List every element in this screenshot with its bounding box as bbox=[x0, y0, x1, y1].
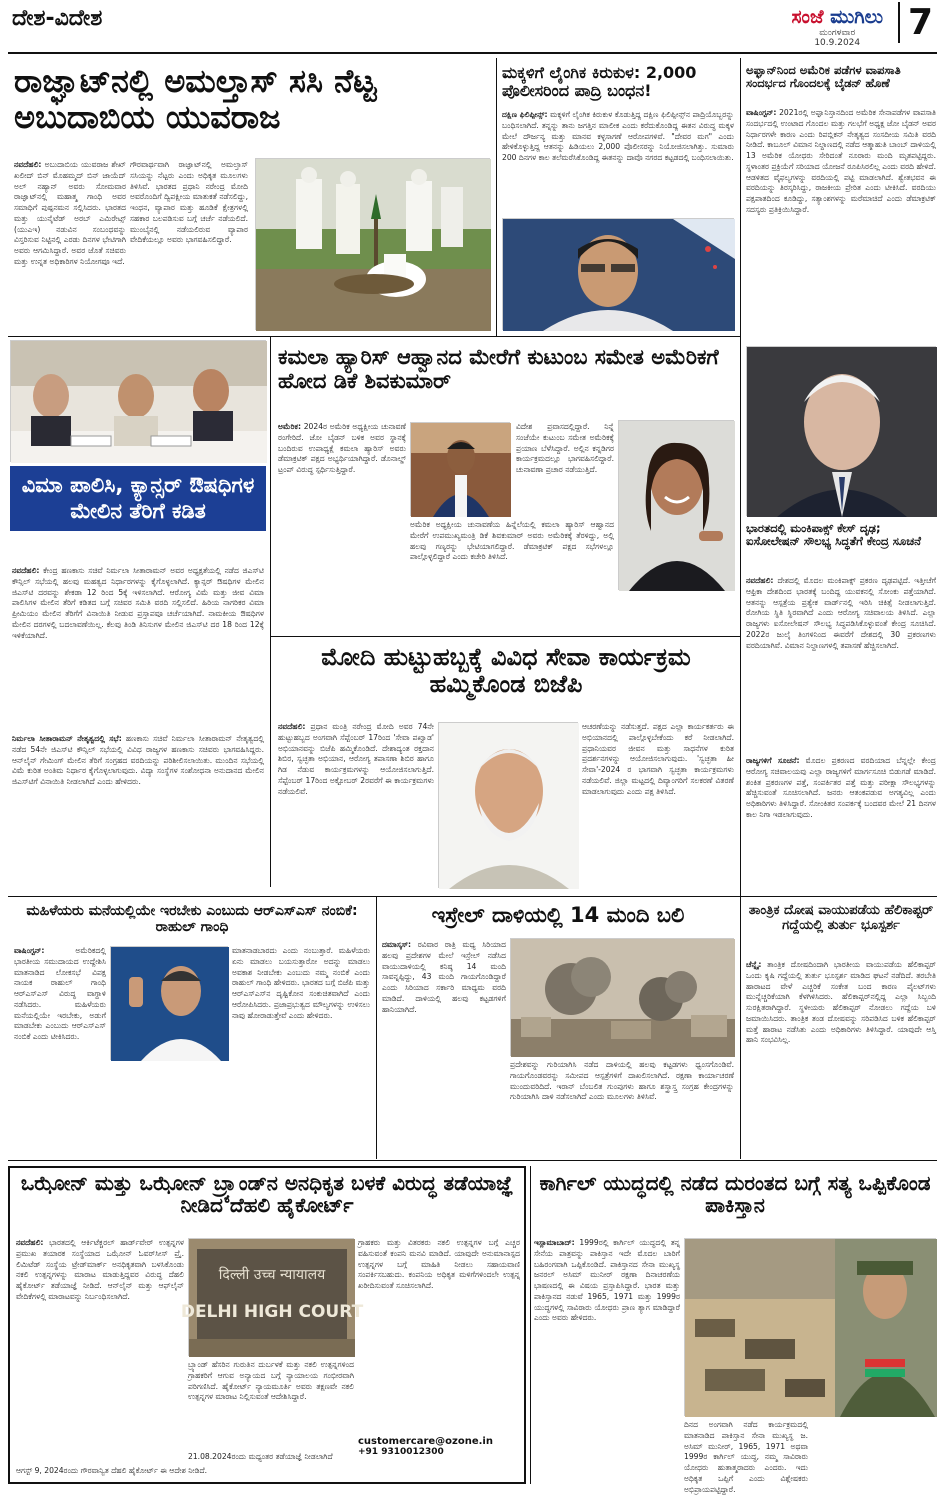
photo-gst-council-meeting bbox=[10, 340, 266, 462]
contact-email[interactable]: customercare@ozone.in bbox=[358, 1436, 493, 1447]
story-abu-dhabi-col2: ಗೌರವಾರ್ಥವಾಗಿ ರಾಜ್ಘಾಟ್‌ನಲ್ಲಿ ಅಮಲ್ತಾಸ್ ಸಸಿಯನ್ನು ನೆಟ್ಟರು ಎಂದು ಅಧಿಕೃತ ಮೂಲಗಳು ತಿಳಿಸಿವೆ. ಭಾರತದ ಪ್ರಧಾನಿ ನರೇಂದ್ರ ಮೋದಿ ಅವರೊಂದಿಗೆ ದ್ವಿಪಕ್ಷೀಯ ಮಾತುಕತೆ ನಡೆಸಲಿದ್ದು, ಇಂಧನ, ವ್ಯಾಪಾರ ಮತ್ತು ಹೂಡಿಕೆ ಕ್ಷೇತ್ರಗಳಲ್ಲಿ ಸಹಕಾರ ಬಲಪಡಿಸುವ ಬಗ್ಗೆ ಚರ್ಚೆ ನಡೆಯಲಿದೆ. ಮುಂಬೈನಲ್ಲಿ ನಡೆಯಲಿರುವ ವ್ಯಾಪಾರ ವೇದಿಕೆಯಲ್ಲೂ ಅವರು ಭಾಗವಹಿಸಲಿದ್ದಾರೆ. bbox=[130, 160, 248, 245]
story-dks-bottom: ಅಮೆರಿಕ ಅಧ್ಯಕ್ಷೀಯ ಚುನಾವಣೆಯ ಹಿನ್ನೆಲೆಯಲ್ಲಿ ಕಮಲಾ ಹ್ಯಾರಿಸ್ ಆಹ್ವಾನದ ಮೇರೆಗೆ ಉಪಮುಖ್ಯಮಂತ್ರಿ ಡಿಕೆ ಶಿವಕುಮಾರ್ ಅವರು ಅಮೆರಿಕಕ್ಕೆ ತೆರಳಿದ್ದು, ಅಲ್ಲಿ ಹಲವು ಗಣ್ಯರನ್ನು ಭೇಟಿಯಾಗಲಿದ್ದಾರೆ. ಡೆಮಾಕ್ರಟಿಕ್ ಪಕ್ಷದ ಸಭೆಗಳಲ್ಲೂ ಪಾಲ್ಗೊಳ್ಳಲಿದ್ದಾರೆ ಎಂದು ಕಚೇರಿ ತಿಳಿಸಿದೆ. bbox=[410, 520, 614, 562]
dateline: ವಾಷಿಂಗ್ಟನ್: bbox=[14, 946, 45, 955]
story-rahul-col1 bbox=[14, 946, 106, 1152]
subhead: ನಿರ್ಮಲಾ ಸೀತಾರಾಮನ್ ನೇತೃತ್ವದಲ್ಲಿ ಸಭೆ: bbox=[12, 734, 122, 743]
body-text: ಮಕ್ಕಳಿಗೆ ಲೈಂಗಿಕ ಕಿರುಕುಳ ಕೊಡುತ್ತಿದ್ದ ದಕ್ಷಿಣ ಫಿಲಿಪ್ಪೀನ್ಸ್‌ನ ಪಾದ್ರಿಯೊಬ್ಬರನ್ನು ಬಂಧಿಸಲಾಗಿದೆ. ತನ್ನನ್ನು ತಾನು ಜಗತ್ತಿನ ಮಾಲೀಕ ಎಂದು ಕರೆದುಕೊಂಡಿದ್ದ ಈತನ ವಿರುದ್ಧ ಮಕ್ಕಳ ಮೇಲೆ ದೌರ್ಜನ್ಯ ಮತ್ತು ಮಾನವ ಕಳ್ಳಸಾಗಣೆ ಆರೋಪಗಳಿವೆ. "ದೇವರ ಮಗ" ಎಂದು ಹೇಳಿಕೊಳ್ಳುತ್ತಿದ್ದ ಆತನನ್ನು ಹಿಡಿಯಲು 2,000 ಪೊಲೀಸರನ್ನು ನಿಯೋಜಿಸಲಾಗಿತ್ತು. ಸುಮಾರು 200 ದಿನಗಳ ಕಾಲ ತಲೆಮರೆಸಿಕೊಂಡಿದ್ದ ಈತನನ್ನು ದಾವೊ ನಗರದ ಕಟ್ಟಡದಲ್ಲಿ ಬಂಧಿಸಲಾಯಿತು. bbox=[502, 110, 734, 163]
dateline: ಅಮೆರಿಕ: bbox=[278, 422, 301, 431]
ozone-date-note: 21.08.2024ರಂದು ಮಧ್ಯಂತರ ತಡೆಯಾಜ್ಞೆ ನೀಡಲಾಗಿದೆ bbox=[188, 1452, 333, 1461]
story-modi-col2: ಆಚರಣೆಯನ್ನು ನಡೆಸುತ್ತದೆ. ಪಕ್ಷದ ಎಲ್ಲಾ ಕಾರ್ಯಕರ್ತರು ಈ ಅಭಿಯಾನದಲ್ಲಿ ಪಾಲ್ಗೊಳ್ಳಬೇಕೆಂದು ಕರೆ ನೀಡಲಾಗಿದೆ. ಪ್ರಧಾನಿಯವರ ಜೀವನ ಮತ್ತು ಸಾಧನೆಗಳ ಕುರಿತ ಪ್ರದರ್ಶನಗಳನ್ನು ಆಯೋಜಿಸಲಾಗುವುದು. 'ಸ್ವಚ್ಛತಾ ಹೀ ಸೇವಾ'-2024 ರ ಭಾಗವಾಗಿ ಸ್ವಚ್ಛತಾ ಕಾರ್ಯಕ್ರಮಗಳು ನಡೆಯಲಿವೆ. ಜಿಲ್ಲಾ ಮಟ್ಟದಲ್ಲಿ ದಿವ್ಯಾಂಗರಿಗೆ ಸಲಕರಣೆ ವಿತರಣೆ ಮಾಡಲಾಗುವುದು ಎಂದು ಪಕ್ಷ ತಿಳಿಸಿದೆ. bbox=[582, 722, 734, 796]
column-rule bbox=[740, 897, 741, 1159]
section-rule bbox=[8, 896, 937, 897]
dateline: ನವದೆಹಲಿ: bbox=[12, 566, 40, 575]
photo-abu-dhabi-prince-planting bbox=[255, 158, 490, 330]
newspaper-logo bbox=[791, 6, 883, 28]
dateline: ನವದೆಹಲಿ: bbox=[746, 576, 774, 585]
headline-ozone: ಒಝೋನ್ ಮತ್ತು ಒಝೋನ್ ಬ್ರ್ಯಾಂಡ್‌ನ ಅನಧಿಕೃತ ಬಳಕೆ ವಿರುದ್ಧ ತಡೆಯಾಜ್ಞೆ ನೀಡಿದ ದೆಹಲಿ ಹೈಕೋರ್ಟ್ bbox=[20, 1171, 514, 1218]
body-text: ಅಬುದಾಬಿಯ ಯುವರಾಜ ಶೇಖ್ ಖಲೀದ್ ಬಿನ್ ಮೊಹಮ್ಮದ್ ಬಿನ್ ಜಾಯೆದ್ ಅಲ್ ನಹ್ಯಾನ್ ಅವರು ಸೋಮವಾರ ರಾಜ್ಘಾಟ್‌ನಲ್ಲಿ ಮಹಾತ್ಮ ಗಾಂಧಿ ಅವರ ಸಮಾಧಿಗೆ ಪುಷ್ಪನಮನ ಸಲ್ಲಿಸಿದರು. ಭಾರತದ ಮತ್ತು ಯುನೈಟೆಡ್ ಅರಬ್ ಎಮಿರೇಟ್ಸ್ (ಯುಎಇ) ನಡುವಿನ ಸಂಬಂಧವನ್ನು ವಿಸ್ತರಿಸುವ ನಿಟ್ಟಿನಲ್ಲಿ ಎರಡು ದಿನಗಳ ಭೇಟಿಗಾಗಿ ಅವರು ಆಗಮಿಸಿದ್ದಾರೆ. ಅವರ ಜೊತೆ ಸಚಿವರು ಮತ್ತು ಉನ್ನತ ಅಧಿಕಾರಿಗಳ ನಿಯೋಗವೂ ಇದೆ. bbox=[14, 160, 127, 267]
photo-narendra-modi bbox=[438, 722, 578, 888]
photo-pastor bbox=[502, 218, 734, 330]
story-helicopter bbox=[746, 960, 936, 1154]
story-dks-col1 bbox=[278, 422, 406, 590]
body-text: ಕೇಂದ್ರ ಹಣಕಾಸು ಸಚಿವೆ ನಿರ್ಮಲಾ ಸೀತಾರಾಮನ್ ಅವರ ಅಧ್ಯಕ್ಷತೆಯಲ್ಲಿ ನಡೆದ ಜಿಎಸ್‌ಟಿ ಕೌನ್ಸಿಲ್ ಸಭೆಯಲ್ಲಿ ಹಲವು ಮಹತ್ವದ ನಿರ್ಧಾರಗಳನ್ನು ಕೈಗೊಳ್ಳಲಾಗಿದೆ. ಕ್ಯಾನ್ಸರ್ ಔಷಧಿಗಳ ಮೇಲಿನ ಜಿಎಸ್‌ಟಿ ದರವನ್ನು ಶೇಕಡಾ 12 ರಿಂದ 5ಕ್ಕೆ ಇಳಿಸಲಾಗಿದೆ. ಆರೋಗ್ಯ ವಿಮೆ ಮತ್ತು ಜೀವ ವಿಮಾ ಪಾಲಿಸಿಗಳ ಮೇಲಿನ ತೆರಿಗೆ ಕಡಿತದ ಬಗ್ಗೆ ಸಚಿವರ ಸಮಿತಿ ವರದಿ ಸಲ್ಲಿಸಲಿದೆ. ಹಿರಿಯ ನಾಗರಿಕರ ವಿಮಾ ಪ್ರೀಮಿಯಂ ಮೇಲಿನ ತೆರಿಗೆಗೆ ವಿನಾಯಿತಿ ನೀಡುವ ಪ್ರಸ್ತಾಪವೂ ಚರ್ಚೆಯಾಗಿದೆ. ನಾಮಕೀಯ ಔಷಧಿಗಳ ಮೇಲಿನ ದರಗಳಲ್ಲಿ ಬದಲಾವಣೆಯಿಲ್ಲ. ಕೆಲವು ತಿಂಡಿ ತಿನಿಸುಗಳ ಮೇಲಿನ ಜಿಎಸ್‌ಟಿ ದರ 18 ರಿಂದ 12ಕ್ಕೆ ಇಳಿಕೆಯಾಗಿದೆ. bbox=[12, 566, 264, 640]
body-text: 2024ರ ಅಮೆರಿಕ ಅಧ್ಯಕ್ಷೀಯ ಚುನಾವಣೆ ರಂಗೇರಿದೆ. ಜೋ ಬೈಡನ್ ಬಳಿಕ ಅವರ ಸ್ಥಾನಕ್ಕೆ ಬಂದಿರುವ ಉಪಾಧ್ಯಕ್ಷೆ ಕಮಲಾ ಹ್ಯಾರಿಸ್ ಅವರು ಡೆಮಾಕ್ರಟಿಕ್ ಪಕ್ಷದ ಅಭ್ಯರ್ಥಿಯಾಗಿದ್ದಾರೆ. ಡೊನಾಲ್ಡ್ ಟ್ರಂಪ್ ವಿರುದ್ಧ ಸ್ಪರ್ಧಿಸುತ್ತಿದ್ದಾರೆ. bbox=[278, 422, 406, 475]
headline-rahul: ಮಹಿಳೆಯರು ಮನೆಯಲ್ಲಿಯೇ ಇರಬೇಕು ಎಂಬುದು ಆರ್‌ಎಸ್‌ಎಸ್ ನಂಬಿಕೆ: ರಾಹುಲ್ ಗಾಂಧಿ bbox=[26, 903, 358, 935]
story-kargil-col1 bbox=[534, 1238, 680, 1426]
photo-airstrike-smoke bbox=[510, 938, 734, 1056]
dateline: ನವದೆಹಲಿ: bbox=[14, 160, 42, 169]
headline-kargil: ಕಾರ್ಗಿಲ್ ಯುದ್ಧದಲ್ಲಿ ನಡೆದ ದುರಂತದ ಬಗ್ಗೆ ಸತ್ಯ ಒಪ್ಪಿಕೊಂಡ ಪಾಕಿಸ್ತಾನ bbox=[539, 1171, 931, 1218]
body-text: 1999ರಲ್ಲಿ ಕಾರ್ಗಿಲ್ ಯುದ್ಧದಲ್ಲಿ ತನ್ನ ಸೇನೆಯ ಪಾತ್ರವನ್ನು ಪಾಕಿಸ್ತಾನ ಇದೇ ಮೊದಲ ಬಾರಿಗೆ ಬಹಿರಂಗವಾಗಿ ಒಪ್ಪಿಕೊಂಡಿದೆ. ಪಾಕಿಸ್ತಾನದ ಸೇನಾ ಮುಖ್ಯಸ್ಥ ಜನರಲ್ ಅಸಿಮ್ ಮುನೀರ್ ರಕ್ಷಣಾ ದಿನಾಚರಣೆಯ ಭಾಷಣದಲ್ಲಿ ಈ ವಿಷಯ ಪ್ರಸ್ತಾಪಿಸಿದ್ದಾರೆ. ಭಾರತ ಮತ್ತು ಪಾಕಿಸ್ತಾನದ ನಡುವೆ 1965, 1971 ಮತ್ತು 1999ರ ಯುದ್ಧಗಳಲ್ಲಿ ಸಾವಿರಾರು ಯೋಧರು ಪ್ರಾಣ ತ್ಯಾಗ ಮಾಡಿದ್ದಾರೆ ಎಂದು ಅವರು ಹೇಳಿದರು. bbox=[534, 1238, 680, 1323]
body-text: 2021ರಲ್ಲಿ ಅಫ್ಘಾನಿಸ್ತಾನದಿಂದ ಅಮೆರಿಕ ಸೇನಾಪಡೆಗಳ ವಾಪಸಾತಿ ಸಂದರ್ಭದಲ್ಲಿ ಉಂಟಾದ ಗೊಂದಲ ಮತ್ತು ಗಲಭೆಗೆ ಅಧ್ಯಕ್ಷ ಜೋ ಬೈಡನ್ ಅವರ ನಿರ್ಧಾರಗಳೇ ಕಾರಣ ಎಂದು ರಿಪಬ್ಲಿಕನ್ ನೇತೃತ್ವದ ಸಂಸದೀಯ ಸಮಿತಿ ವರದಿ ನೀಡಿದೆ. ಕಾಬೂಲ್ ವಿಮಾನ ನಿಲ್ದಾಣದಲ್ಲಿ ನಡೆದ ಆತ್ಮಾಹುತಿ ಬಾಂಬ್ ದಾಳಿಯಲ್ಲಿ 13 ಅಮೆರಿಕ ಯೋಧರು ಸೇರಿದಂತೆ ನೂರಾರು ಮಂದಿ ಮೃತಪಟ್ಟಿದ್ದರು. ಸ್ಥಳಾಂತರ ಪ್ರಕ್ರಿಯೆಗೆ ಸರಿಯಾದ ಯೋಜನೆ ರೂಪಿಸಿರಲಿಲ್ಲ ಎಂದು ವರದಿ ಹೇಳಿದೆ. ಆಡಳಿತದ ವೈಫಲ್ಯಗಳನ್ನು ವರದಿಯಲ್ಲಿ ಪಟ್ಟಿ ಮಾಡಲಾಗಿದೆ. ಶ್ವೇತಭವನ ಈ ವರದಿಯನ್ನು ತಿರಸ್ಕರಿಸಿದ್ದು, ರಾಜಕೀಯ ಪ್ರೇರಿತ ಎಂದು ಟೀಕಿಸಿದೆ. ವರದಿಯು ಪಕ್ಷಪಾತದಿಂದ ಕೂಡಿದ್ದು, ಸತ್ಯಾಂಶಗಳನ್ನು ಮರೆಮಾಚಿದೆ ಎಂದು ಡೆಮಾಕ್ರಟಿಕ್ ಸದಸ್ಯರು ಪ್ರತಿಕ್ರಿಯಿಸಿದ್ದಾರೆ. bbox=[746, 108, 936, 215]
section-title: ದೇಶ-ವಿದೇಶ bbox=[12, 6, 103, 31]
photo-rahul-gandhi bbox=[110, 946, 228, 1060]
story-ozone-col2: ಬ್ರ್ಯಾಂಡ್ ಹೆಸರಿನ ಗುರುತಿನ ದುರ್ಬಳಕೆ ಮತ್ತು ನಕಲಿ ಉತ್ಪನ್ನಗಳಿಂದ ಗ್ರಾಹಕರಿಗೆ ಆಗುವ ಅನ್ಯಾಯದ ಬಗ್ಗೆ ನ್ಯಾಯಾಲಯ ಗಂಭೀರವಾಗಿ ಪರಿಗಣಿಸಿದೆ. ಹೈಕೋರ್ಟ್ ನ್ಯಾಯಮೂರ್ತಿ ಅವರು ತಕ್ಷಣವೇ ನಕಲಿ ಉತ್ಪನ್ನಗಳ ಮಾರಾಟ ನಿಲ್ಲಿಸುವಂತೆ ಆದೇಶಿಸಿದ್ದಾರೆ. bbox=[188, 1360, 354, 1402]
column-rule bbox=[530, 1166, 531, 1484]
photo-delhi-high-court bbox=[180, 1238, 364, 1356]
body-text: ಮೊದಲ ಪ್ರಕರಣದ ವರದಿಯಾದ ಬೆನ್ನಲ್ಲೇ ಕೇಂದ್ರ ಆರೋಗ್ಯ ಸಚಿವಾಲಯವು ಎಲ್ಲಾ ರಾಜ್ಯಗಳಿಗೆ ಮಾರ್ಗಸೂಚಿ ಬಿಡುಗಡೆ ಮಾಡಿದೆ. ಶಂಕಿತ ಪ್ರಕರಣಗಳ ಪತ್ತೆ, ಸಂಪರ್ಕಿತರ ಪತ್ತೆ ಮತ್ತು ಪರೀಕ್ಷಾ ಸೌಲಭ್ಯಗಳನ್ನು ಹೆಚ್ಚಿಸುವಂತೆ ಸೂಚಿಸಲಾಗಿದೆ. ಜನರು ಆತಂಕಪಡುವ ಅಗತ್ಯವಿಲ್ಲ ಎಂದು ಅಧಿಕಾರಿಗಳು ತಿಳಿಸಿದ್ದಾರೆ. ಸೋಂಕಿತರ ಸಂಪರ್ಕಕ್ಕೆ ಬಂದವರ ಮೇಲೆ 21 ದಿನಗಳ ಕಾಲ ನಿಗಾ ಇಡಲಾಗುವುದು. bbox=[746, 756, 937, 819]
headline-israel: ಇಸ್ರೇಲ್ ದಾಳಿಯಲ್ಲಿ 14 ಮಂದಿ ಬಲಿ bbox=[431, 903, 685, 927]
story-rahul-col2: ಮಾತನಾಡಬಾರದು ಎಂದು ನಂಬುತ್ತಾರೆ. ಮಹಿಳೆಯರು ಏನು ಮಾಡಲು ಬಯಸುತ್ತಾರೋ ಅದನ್ನು ಮಾಡಲು ಅವಕಾಶ ನೀಡಬೇಕು ಎಂಬುದು ನಮ್ಮ ನಂಬಿಕೆ ಎಂದು ರಾಹುಲ್ ಗಾಂಧಿ ಹೇಳಿದರು. ಭಾರತದ ಬಗ್ಗೆ ಬಿಜೆಪಿ ಮತ್ತು ಆರ್‌ಎಸ್‌ಎಸ್‌ನ ದೃಷ್ಟಿಕೋನ ಸಂಕುಚಿತವಾಗಿದೆ ಎಂದು ಆರೋಪಿಸಿದರು. ಪ್ರಜಾಪ್ರಭುತ್ವದ ಮೌಲ್ಯಗಳನ್ನು ಉಳಿಸಲು ನಾವು ಹೋರಾಡುತ್ತೇವೆ ಎಂದು ಹೇಳಿದರು. bbox=[232, 946, 370, 1020]
subhead: ರಾಜ್ಯಗಳಿಗೆ ಸೂಚನೆ: bbox=[746, 756, 800, 765]
body-text: ಭಾರತದಲ್ಲಿ ಆರ್ಕಿಟೆಕ್ಚರಲ್ ಹಾರ್ಡ್‌ವೇರ್ ಉತ್ಪನ್ನಗಳ ಪ್ರಮುಖ ತಯಾರಕ ಸಂಸ್ಥೆಯಾದ ಒಝೋನ್ ಓವರ್‌ಸೀಸ್ ಪ್ರೈ. ಲಿಮಿಟೆಡ್ ಸಂಸ್ಥೆಯ ಟ್ರೇಡ್‌ಮಾರ್ಕ್ ಅನಧಿಕೃತವಾಗಿ ಬಳಸಿಕೊಂಡು ನಕಲಿ ಉತ್ಪನ್ನಗಳನ್ನು ಮಾರಾಟ ಮಾಡುತ್ತಿದ್ದವರ ವಿರುದ್ಧ ದೆಹಲಿ ಹೈಕೋರ್ಟ್ ತಡೆಯಾಜ್ಞೆ ನೀಡಿದೆ. ಆನ್‌ಲೈನ್ ಮತ್ತು ಆಫ್‌ಲೈನ್ ವೇದಿಕೆಗಳಲ್ಲಿ ಮಾರಾಟವನ್ನು ನಿರ್ಬಂಧಿಸಲಾಗಿದೆ. bbox=[16, 1238, 184, 1301]
dateline: ನವದೆಹಲಿ: bbox=[16, 1238, 44, 1247]
issue-day: ಮಂಗಳವಾರ bbox=[819, 28, 856, 38]
headline-dks: ಕಮಲಾ ಹ್ಯಾರಿಸ್ ಆಹ್ವಾನದ ಮೇರೆಗೆ ಕುಟುಂಬ ಸಮೇತ ಅಮೆರಿಕಗೆ ಹೋದ ಡಿಕೆ ಶಿವಕುಮಾರ್ bbox=[278, 345, 719, 393]
headline-afghan: ಅಫ್ಘಾನ್‌ನಿಂದ ಅಮೆರಿಕ ಪಡೆಗಳ ವಾಪಸಾತಿ ಸಂದರ್ಭದ ಗೊಂದಲಕ್ಕೆ ಬೈಡನ್ ಹೊಣೆ bbox=[746, 63, 901, 90]
court-sign-hindi: दिल्ली उच्च न्यायालय bbox=[218, 1267, 326, 1283]
column-rule bbox=[740, 58, 741, 638]
story-afghan bbox=[746, 108, 936, 340]
body-text: ಅಮೆರಿಕದಲ್ಲಿ ಭಾರತೀಯ ಸಮುದಾಯದ ಉದ್ದೇಶಿಸಿ ಮಾತನಾಡಿದ ಲೋಕಸಭೆ ವಿಪಕ್ಷ ನಾಯಕ ರಾಹುಲ್ ಗಾಂಧಿ ಆರ್‌ಎಸ್‌ಎಸ್ ವಿರುದ್ಧ ವಾಗ್ದಾಳಿ ನಡೆಸಿದರು. ಮಹಿಳೆಯರು ಮನೆಯಲ್ಲಿಯೇ ಇರಬೇಕು, ಅಡುಗೆ ಮಾಡಬೇಕು ಎಂಬುದು ಆರ್‌ಎಸ್‌ಎಸ್ ನಂಬಿಕೆ ಎಂದು ಟೀಕಿಸಿದರು. bbox=[14, 946, 106, 1042]
body-text: ರವಿವಾರ ರಾತ್ರಿ ಮಧ್ಯ ಸಿರಿಯಾದ ಹಲವು ಪ್ರದೇಶಗಳ ಮೇಲೆ ಇಸ್ರೇಲ್ ನಡೆಸಿದ ವಾಯುದಾಳಿಯಲ್ಲಿ ಕನಿಷ್ಠ 14 ಮಂದಿ ಸಾವನ್ನಪ್ಪಿದ್ದು, 43 ಮಂದಿ ಗಾಯಗೊಂಡಿದ್ದಾರೆ ಎಂದು ಸಿರಿಯಾದ ಸರ್ಕಾರಿ ಮಾಧ್ಯಮ ವರದಿ ಮಾಡಿದೆ. ದಾಳಿಯಲ್ಲಿ ಹಲವು ಕಟ್ಟಡಗಳಿಗೆ ಹಾನಿಯಾಗಿದೆ. bbox=[382, 940, 506, 1014]
story-mpox-2 bbox=[746, 756, 936, 894]
section-rule bbox=[8, 336, 740, 337]
logo-part-2: ಮುಗಿಲು bbox=[830, 6, 883, 28]
story-insurance-body-2 bbox=[12, 734, 264, 882]
story-israel-col2: ಪ್ರದೇಶವನ್ನು ಗುರಿಯಾಗಿಸಿ ನಡೆದ ದಾಳಿಯಲ್ಲಿ ಹಲವು ಕಟ್ಟಡಗಳು ಧ್ವಂಸಗೊಂಡಿವೆ. ಗಾಯಗೊಂಡವರನ್ನು ಸಮೀಪದ ಆಸ್ಪತ್ರೆಗಳಿಗೆ ದಾಖಲಿಸಲಾಗಿದೆ. ರಕ್ಷಣಾ ಕಾರ್ಯಾಚರಣೆ ಮುಂದುವರಿದಿದೆ. ಇರಾನ್ ಬೆಂಬಲಿತ ಗುಂಪುಗಳು ಹಾಗೂ ಶಸ್ತ್ರಾಸ್ತ್ರ ಸಂಗ್ರಹ ಕೇಂದ್ರಗಳನ್ನು ಗುರಿಯಾಗಿಸಿ ದಾಳಿ ನಡೆಸಲಾಗಿದೆ ಎಂದು ಮೂಲಗಳು ತಿಳಿಸಿವೆ. bbox=[510, 1060, 734, 1102]
dateline: ನವದೆಹಲಿ: bbox=[278, 722, 306, 731]
story-israel-col1 bbox=[382, 940, 506, 1152]
photo-biden bbox=[746, 346, 936, 516]
dateline: ದಮಾಸ್ಕಸ್: bbox=[382, 940, 412, 949]
column-rule bbox=[496, 58, 497, 336]
story-ozone-col1 bbox=[16, 1238, 184, 1474]
headline-abu-dhabi: ರಾಜ್ಘಾಟ್‌ನಲ್ಲಿ ಅಮಲ್ತಾಸ್ ಸಸಿ ನೆಟ್ಟ ಅಬುದಾಬಿಯ ಯುವರಾಜ bbox=[14, 62, 377, 136]
dateline: ದಕ್ಷಿಣ ಫಿಲಿಪ್ಪೀನ್ಸ್: bbox=[502, 110, 548, 119]
story-dks-col2: ವಿದೇಶ ಪ್ರವಾಸದಲ್ಲಿದ್ದಾರೆ. ನಿನ್ನೆ ಸಂಜೆಯೇ ಕುಟುಂಬ ಸಮೇತ ಅಮೆರಿಕಕ್ಕೆ ಪ್ರಯಾಣ ಬೆಳೆಸಿದ್ದಾರೆ. ಅಲ್ಲಿನ ಕನ್ನಡಿಗರ ಕಾರ್ಯಕ್ರಮದಲ್ಲೂ ಭಾಗವಹಿಸಲಿದ್ದಾರೆ. ಚುನಾವಣಾ ಪ್ರಚಾರ ನಡೆಯುತ್ತಿದೆ. bbox=[516, 422, 614, 475]
story-abu-dhabi-col1 bbox=[14, 160, 126, 332]
story-mpox bbox=[746, 576, 936, 754]
page-number: 7 bbox=[898, 2, 933, 43]
photo-kargil-war-and-army-chief bbox=[684, 1238, 936, 1416]
story-ozone-col3: ಗ್ರಾಹಕರು ಮತ್ತು ವಿತರಕರು ನಕಲಿ ಉತ್ಪನ್ನಗಳ ಬಗ್ಗೆ ಎಚ್ಚರ ವಹಿಸುವಂತೆ ಕಂಪನಿ ಮನವಿ ಮಾಡಿದೆ. ಯಾವುದೇ ಅನುಮಾನಾಸ್ಪದ ಉತ್ಪನ್ನಗಳ ಬಗ್ಗೆ ಮಾಹಿತಿ ನೀಡಲು ಸಹಾಯವಾಣಿ ಸಂಪರ್ಕಿಸಬಹುದು. ಕಂಪನಿಯ ಅಧಿಕೃತ ಮಳಿಗೆಗಳಿಂದಲೇ ಉತ್ಪನ್ನ ಖರೀದಿಸುವಂತೆ ಸೂಚಿಸಲಾಗಿದೆ. bbox=[358, 1238, 520, 1291]
story-insurance-body bbox=[12, 566, 264, 732]
ozone-contact bbox=[358, 1436, 520, 1457]
masthead bbox=[791, 6, 883, 48]
photo-kamala-harris bbox=[618, 420, 734, 590]
body-text: ಪ್ರಧಾನ ಮಂತ್ರಿ ನರೇಂದ್ರ ಮೋದಿ ಅವರ 74ನೇ ಹುಟ್ಟುಹಬ್ಬದ ಅಂಗವಾಗಿ ಸೆಪ್ಟೆಂಬರ್ 17ರಿಂದ 'ಸೇವಾ ಪಖ್ವಾಡ' ಅಭಿಯಾನವನ್ನು ಬಿಜೆಪಿ ಹಮ್ಮಿಕೊಂಡಿದೆ. ದೇಶಾದ್ಯಂತ ರಕ್ತದಾನ ಶಿಬಿರ, ಸ್ವಚ್ಛತಾ ಅಭಿಯಾನ, ಆರೋಗ್ಯ ತಪಾಸಣಾ ಶಿಬಿರ ಹಾಗೂ ಗಿಡ ನೆಡುವ ಕಾರ್ಯಕ್ರಮಗಳನ್ನು ಆಯೋಜಿಸಲಾಗುತ್ತಿದೆ. ಸೆಪ್ಟೆಂಬರ್ 17ರಿಂದ ಅಕ್ಟೋಬರ್ 2ರವರೆಗೆ ಈ ಕಾರ್ಯಕ್ರಮಗಳು ನಡೆಯಲಿವೆ. bbox=[278, 722, 434, 796]
logo-part-1: ಸಂಜೆ bbox=[791, 6, 824, 28]
header-rule bbox=[8, 52, 937, 54]
column-rule bbox=[376, 897, 377, 1159]
dateline: ಇಸ್ಲಾಮಾಬಾದ್: bbox=[534, 1238, 575, 1247]
story-kargil-col2: ದಿನದ ಅಂಗವಾಗಿ ನಡೆದ ಕಾರ್ಯಕ್ರಮದಲ್ಲಿ ಮಾತನಾಡಿದ ಪಾಕಿಸ್ತಾನ ಸೇನಾ ಮುಖ್ಯಸ್ಥ ಜ. ಅಸಿಮ್ ಮುನೀರ್, 1965, 1971 ಅಥವಾ 1999ರ ಕಾರ್ಗಿಲ್ ಯುದ್ಧ, ನಮ್ಮ ಸಾವಿರಾರು ಯೋಧರು ಹುತಾತ್ಮರಾದರು ಎಂದರು. ಇದು ಅಧಿಕೃತ ಒಪ್ಪಿಗೆ ಎಂದು ವಿಶ್ಲೇಷಕರು ಅಭಿಪ್ರಾಯಪಟ್ಟಿದ್ದಾರೆ. bbox=[684, 1420, 808, 1494]
photo-dk-shivakumar bbox=[410, 422, 510, 516]
headline-mpox: ಭಾರತದಲ್ಲಿ ಮಂಕಿಪಾಕ್ಸ್ ಕೇಸ್ ದೃಢ; ಐಸೋಲೇಷನ್ ಸೌಲಭ್ಯ ಸಿದ್ಧತೆಗೆ ಕೇಂದ್ರ ಸೂಚನೆ bbox=[746, 521, 921, 548]
section-rule bbox=[271, 636, 740, 637]
story-modi-col1 bbox=[278, 722, 434, 888]
column-rule bbox=[740, 638, 741, 900]
banner-insurance: ವಿಮಾ ಪಾಲಿಸಿ, ಕ್ಯಾನ್ಸರ್ ಔಷಧಿಗಳ ಮೇಲಿನ ತೆರಿಗೆ ಕಡಿತ bbox=[10, 466, 266, 531]
issue-date: 10.9.2024 bbox=[814, 38, 861, 48]
court-sign: DELHI HIGH COURT bbox=[180, 1302, 364, 1322]
story-philippines bbox=[502, 110, 734, 214]
dateline: ವಾಷಿಂಗ್ಟನ್: bbox=[746, 108, 777, 117]
body-text: ಹಣಕಾಸು ಸಚಿವೆ ನಿರ್ಮಲಾ ಸೀತಾರಾಮನ್ ನೇತೃತ್ವದಲ್ಲಿ ನಡೆದ 54ನೇ ಜಿಎಸ್‌ಟಿ ಕೌನ್ಸಿಲ್ ಸಭೆಯಲ್ಲಿ ವಿವಿಧ ರಾಜ್ಯಗಳ ಹಣಕಾಸು ಸಚಿವರು ಭಾಗವಹಿಸಿದ್ದರು. ಆನ್‌ಲೈನ್ ಗೇಮಿಂಗ್ ಮೇಲಿನ ತೆರಿಗೆ ಸಂಗ್ರಹದ ವರದಿಯನ್ನು ಪರಿಶೀಲಿಸಲಾಯಿತು. ಮುಂದಿನ ಸಭೆಯಲ್ಲಿ ವಿಮೆ ಕುರಿತ ಅಂತಿಮ ನಿರ್ಧಾರ ಕೈಗೊಳ್ಳಲಾಗುವುದು. ವಿದ್ಯಾ ಸಂಸ್ಥೆಗಳ ಸಂಶೋಧನಾ ಅನುದಾನದ ಮೇಲಿನ ಜಿಎಸ್‌ಟಿಗೆ ವಿನಾಯಿತಿ ನೀಡಲಾಗಿದೆ ಎಂದು ಹೇಳಿದರು. bbox=[12, 734, 264, 787]
ozone-tail: ಆಗಸ್ಟ್ 9, 2024ರಂದು ಗೌರವಾನ್ವಿತ ದೆಹಲಿ ಹೈಕೋರ್ಟ್ ಈ ಆದೇಶ ನೀಡಿದೆ. bbox=[16, 1466, 208, 1475]
body-text: ದೇಶದಲ್ಲಿ ಮೊದಲ ಮಂಕಿಪಾಕ್ಸ್ ಪ್ರಕರಣ ದೃಢಪಟ್ಟಿದೆ. ಇತ್ತೀಚೆಗೆ ಆಫ್ರಿಕಾ ದೇಶದಿಂದ ಭಾರತಕ್ಕೆ ಬಂದಿದ್ದ ಯುವಕನಲ್ಲಿ ಸೋಂಕು ಪತ್ತೆಯಾಗಿದೆ. ಆತನನ್ನು ಆಸ್ಪತ್ರೆಯ ಪ್ರತ್ಯೇಕ ವಾರ್ಡ್‌ನಲ್ಲಿ ಇರಿಸಿ ಚಿಕಿತ್ಸೆ ನೀಡಲಾಗುತ್ತಿದೆ. ರೋಗಿಯ ಸ್ಥಿತಿ ಸ್ಥಿರವಾಗಿದೆ ಎಂದು ಆರೋಗ್ಯ ಸಚಿವಾಲಯ ತಿಳಿಸಿದೆ. ಎಲ್ಲಾ ರಾಜ್ಯಗಳು ಐಸೋಲೇಷನ್ ಸೌಲಭ್ಯ ಸಿದ್ಧಪಡಿಸಿಕೊಳ್ಳುವಂತೆ ಕೇಂದ್ರ ಸೂಚಿಸಿದೆ. 2022ರ ಜುಲೈ ತಿಂಗಳಿನಿಂದ ಈವರೆಗೆ ದೇಶದಲ್ಲಿ 30 ಪ್ರಕರಣಗಳು ವರದಿಯಾಗಿವೆ. ವಿಮಾನ ನಿಲ್ದಾಣಗಳಲ್ಲಿ ತಪಾಸಣೆ ಹೆಚ್ಚಿಸಲಾಗಿದೆ. bbox=[746, 576, 936, 650]
headline-helicopter: ತಾಂತ್ರಿಕ ದೋಷ ವಾಯುಪಡೆಯ ಹೆಲಿಕಾಪ್ಟರ್ ಗದ್ದೆಯಲ್ಲಿ ತುರ್ತು ಭೂಸ್ಪರ್ಶ bbox=[748, 903, 934, 933]
headline-philippines: ಮಕ್ಕಳಿಗೆ ಲೈಂಗಿಕ ಕಿರುಕುಳ: 2,000 ಪೊಲೀಸರಿಂದ ಪಾದ್ರಿ ಬಂಧನ! bbox=[502, 63, 697, 100]
headline-modi: ಮೋದಿ ಹುಟ್ಟುಹಬ್ಬಕ್ಕೆ ವಿವಿಧ ಸೇವಾ ಕಾರ್ಯಕ್ರಮ ಹಮ್ಮಿಕೊಂಡ ಬಿಜೆಪಿ bbox=[321, 643, 691, 698]
section-rule bbox=[8, 1160, 937, 1161]
contact-phone: +91 9310012300 bbox=[358, 1447, 444, 1457]
dateline: ಚೆನ್ನೈ: bbox=[746, 960, 762, 969]
column-rule bbox=[270, 337, 271, 887]
body-text: ತಾಂತ್ರಿಕ ದೋಷದಿಂದಾಗಿ ಭಾರತೀಯ ವಾಯುಪಡೆಯ ಹೆಲಿಕಾಪ್ಟರ್ ಒಂದು ಕೃಷಿ ಗದ್ದೆಯಲ್ಲಿ ತುರ್ತು ಭೂಸ್ಪರ್ಶ ಮಾಡಿದ ಘಟನೆ ನಡೆದಿದೆ. ತರಬೇತಿ ಹಾರಾಟದ ವೇಳೆ ಎಚ್ಚರಿಕೆ ಸಂಕೇತ ಬಂದ ಕಾರಣ ಪೈಲಟ್‌ಗಳು ಮುನ್ನೆಚ್ಚರಿಕೆಯಾಗಿ ಕೆಳಗಿಳಿಸಿದರು. ಹೆಲಿಕಾಪ್ಟರ್‌ನಲ್ಲಿದ್ದ ಎಲ್ಲಾ ಸಿಬ್ಬಂದಿ ಸುರಕ್ಷಿತರಾಗಿದ್ದಾರೆ. ಸ್ಥಳೀಯರು ಹೆಲಿಕಾಪ್ಟರ್ ನೋಡಲು ಗದ್ದೆಯ ಬಳಿ ಜಮಾಯಿಸಿದರು. ತಾಂತ್ರಿಕ ತಂಡ ದೋಷವನ್ನು ಸರಿಪಡಿಸಿದ ಬಳಿಕ ಹೆಲಿಕಾಪ್ಟರ್ ಮತ್ತೆ ಹಾರಾಟ ನಡೆಸಿತು ಎಂದು ಅಧಿಕಾರಿಗಳು ತಿಳಿಸಿದ್ದಾರೆ. ಯಾವುದೇ ಆಸ್ತಿ ಹಾನಿ ಸಂಭವಿಸಿಲ್ಲ. bbox=[746, 960, 936, 1045]
